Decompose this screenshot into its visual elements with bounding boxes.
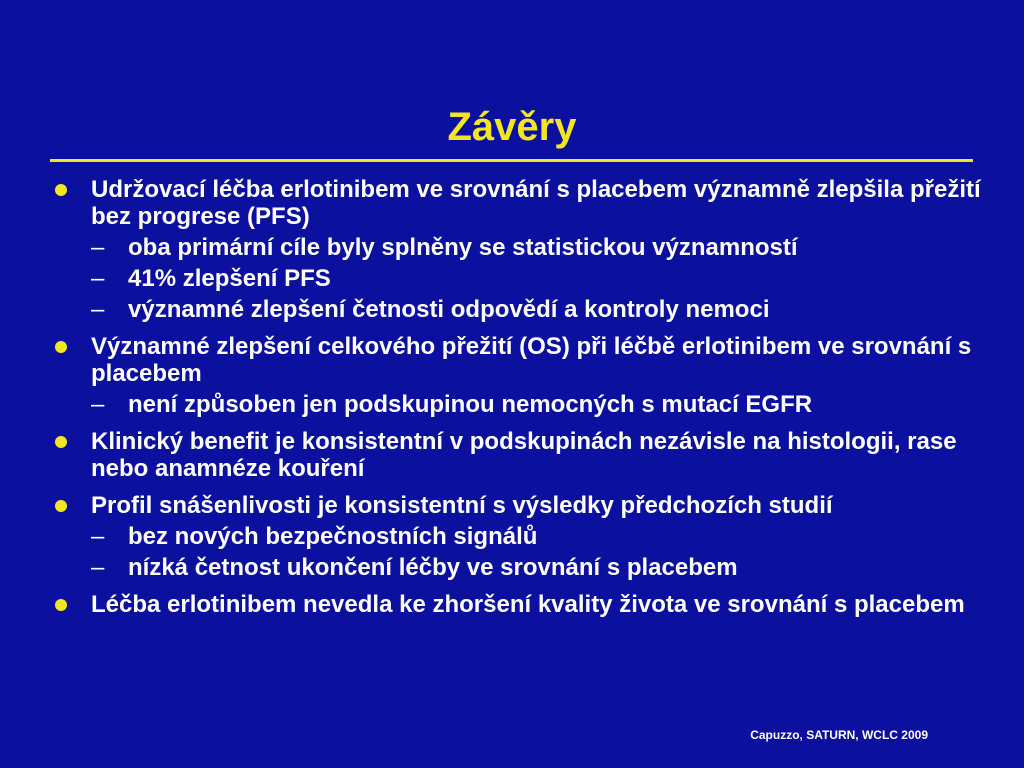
sub-bullet-item [52,296,992,323]
bullet-icon [55,500,67,512]
dash-icon: – [91,391,105,418]
dash-icon: – [91,523,105,550]
sub-bullet-item [52,391,992,418]
bullet-icon [55,341,67,353]
bullet-item [52,591,992,618]
sub-bullet-text: oba primární cíle byly splněny se statistickou významností [128,234,798,261]
bullet-item [52,333,992,387]
bullet-text: Významné zlepšení celkového přežití (OS) při léčbě erlotinibem ve srovnání s placebem [91,333,972,387]
dash-icon: – [91,554,105,581]
bullet-text: Klinický benefit je konsistentní v podskupinách nezávisle na histologii, rase nebo anamnéze kouření [91,428,957,482]
sub-bullet-text: 41% zlepšení PFS [128,265,331,292]
sub-bullet-text: není způsoben jen podskupinou nemocných s mutací EGFR [128,391,813,418]
slide-title: Závěry [447,105,577,149]
dash-icon: – [91,234,105,261]
dash-icon: – [91,265,105,292]
sub-bullet-item [52,523,992,550]
sub-bullet-item [52,554,992,581]
title-divider [50,159,973,162]
sub-bullet-text: bez nových bezpečnostních signálů [128,523,538,550]
bullet-text: Profil snášenlivosti je konsistentní s výsledky předchozích studií [91,492,833,519]
citation: Capuzzo, SATURN, WCLC 2009 [750,728,928,742]
dash-icon: – [91,296,105,323]
bullet-icon [55,436,67,448]
sub-bullet-text: nízká četnost ukončení léčby ve srovnání s placebem [128,554,738,581]
bullet-text: Léčba erlotinibem nevedla ke zhoršení kvality života ve srovnání s placebem [91,591,965,618]
bullet-item [52,492,992,519]
bullet-item [52,176,992,230]
sub-bullet-item [52,234,992,261]
sub-bullet-text: významné zlepšení četnosti odpovědí a kontroly nemoci [128,296,770,323]
bullet-icon [55,184,67,196]
bullet-icon [55,599,67,611]
bullet-item [52,428,992,482]
bullet-text: Udržovací léčba erlotinibem ve srovnání s placebem významně zlepšila přežití bez progrese (PFS) [91,176,981,230]
bullet-list [52,176,992,618]
sub-bullet-item [52,265,992,292]
